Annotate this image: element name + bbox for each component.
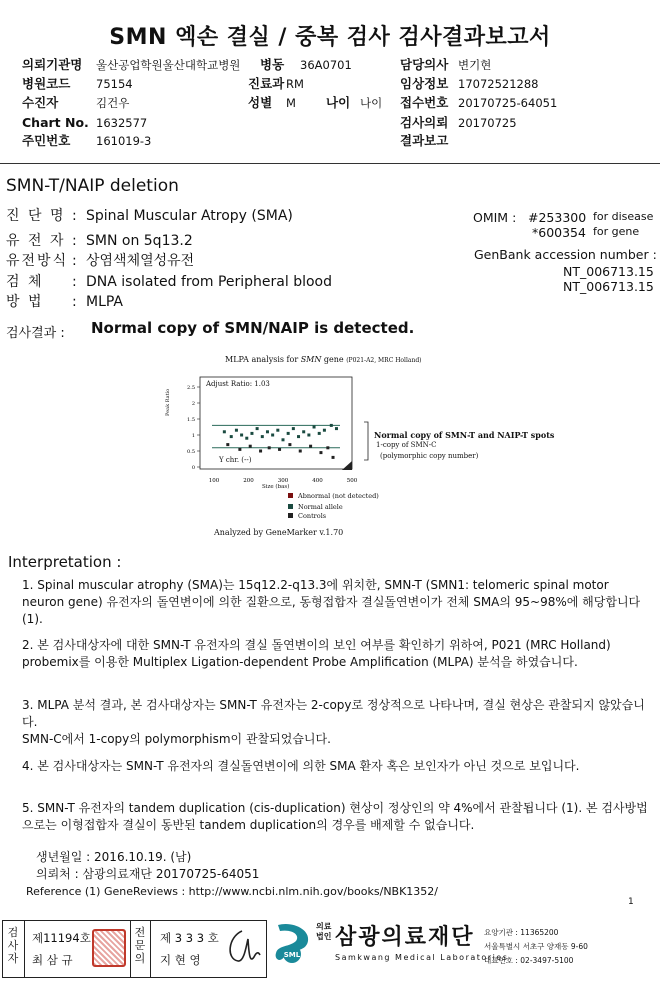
contact-address: 서울특별시 서초구 양재동 9-60 <box>484 942 588 951</box>
sml-badge-text: SML <box>283 951 301 959</box>
dept-label: 진료과 <box>248 76 285 91</box>
doctor-label: 담당의사 <box>400 57 449 72</box>
data-point <box>235 429 238 432</box>
signature-divider-3 <box>150 920 151 978</box>
data-point <box>288 443 291 446</box>
y-tick-label: 2 <box>191 401 195 407</box>
age-label: 나이 <box>326 95 351 110</box>
report-title: SMN 엑손 결실 / 중복 검사 검사결과보고서 <box>109 25 551 50</box>
interpretation-p2: 2. 본 검사대상자에 대한 SMN-T 유전자의 결실 돌연변이의 보인 여부를 확인하기 위하여, P021 (MRC Holland) probemix를 이용한 Multiplex Ligation-dependent Probe Amplification (MLPA) 분석을 하였습니다. <box>22 638 611 669</box>
corner-marker <box>342 461 352 470</box>
y-tick-label: 1 <box>191 433 195 439</box>
data-point <box>259 450 262 453</box>
interpretation-p3a: 3. MLPA 분석 결과, 본 검사대상자는 SMN-T 유전자는 2-copy로 정상적으로 나타나며, 결실 현상은 관찰되지 않았습니다. <box>22 698 645 729</box>
y-axis-title: Peak Ratio <box>165 388 171 416</box>
data-point <box>297 435 300 438</box>
data-point <box>330 424 333 427</box>
omim-disease-number: #253300 <box>528 210 587 225</box>
note-smn-c: 1-copy of SMN-C <box>376 441 437 449</box>
clinical-label: 임상정보 <box>400 76 449 91</box>
data-point <box>302 430 305 433</box>
legend-abnormal: Abnormal (not detected) <box>298 492 379 500</box>
legend-controls: Controls <box>298 512 327 520</box>
genbank-accession-2: NT_006713.15 <box>563 279 654 294</box>
data-point <box>256 427 259 430</box>
subject-label: 수진자 <box>22 95 59 110</box>
x-tick-label: 400 <box>312 478 323 484</box>
data-point <box>299 450 302 453</box>
sml-logo-icon <box>270 919 314 967</box>
institution-value: 울산공업학원울산대학교병원 <box>96 58 241 72</box>
x-tick-label: 500 <box>346 478 358 484</box>
requester: 의뢰처 : 삼광의료재단 20170725-64051 <box>36 867 260 881</box>
legend-normal: Normal allele <box>298 503 343 511</box>
data-point <box>278 448 281 451</box>
note-polymorphic: (polymorphic copy number) <box>380 452 479 460</box>
reference: Reference (1) GeneReviews : http://www.ncbi.nlm.nih.gov/books/NBK1352/ <box>26 885 439 898</box>
info-row-specimen: 검 체 : DNA isolated from Peripheral blood <box>6 274 333 290</box>
specialist-label: 전문의 <box>134 926 146 965</box>
x-tick-label: 100 <box>208 478 220 484</box>
legend-swatch-controls <box>288 513 293 518</box>
birth-date: 생년월일 : 2016.10.19. (남) <box>36 850 192 864</box>
note-normal-copy: Normal copy of SMN-T and NAIP-T spots <box>374 430 555 440</box>
interpretation-p1: 1. Spinal muscular atrophy (SMA)는 15q12.2-q13.3에 위치한, SMN-T (SMN1: telomeric spinal motor neuron gene) 유전자의 돌연변이에 의한 질환으로, 동형접합자 결실돌연변이가 전체 SMA의 95~98%에 해당합니다 (1). <box>22 578 641 626</box>
report-label: 결과보고 <box>400 133 449 148</box>
header-divider <box>0 163 660 164</box>
info-row-inheritance: 유전방식 : 상염색체열성유전 <box>6 253 195 269</box>
data-point <box>292 427 295 430</box>
chart-no-label: Chart No. <box>22 115 89 130</box>
omim-gene-text: for gene <box>593 225 640 238</box>
signature <box>220 925 264 973</box>
sex-value: M <box>286 96 296 110</box>
sex-label: 성별 <box>248 95 273 110</box>
data-point <box>230 435 233 438</box>
data-point <box>240 434 243 437</box>
specialist-name: 지 현 영 <box>160 953 201 967</box>
info-row-diagnosis: 진 단 명 : Spinal Muscular Atropy (SMA) <box>6 208 293 224</box>
figure-title: MLPA analysis for SMN gene (P021-A2, MRC Holland) <box>225 355 422 364</box>
data-point <box>238 448 241 451</box>
y-tick-label: 0.5 <box>187 449 195 455</box>
request-value: 20170725 <box>458 116 517 130</box>
info-row-method: 방 법 : MLPA <box>6 294 124 310</box>
specialist-license: 제 3 3 3 호 <box>160 931 219 945</box>
genbank-accession-1: NT_006713.15 <box>563 264 654 279</box>
data-point <box>249 445 252 448</box>
y-tick-label: 2.5 <box>187 385 195 391</box>
doctor-value: 변기현 <box>458 58 492 72</box>
data-point <box>261 435 264 438</box>
data-point <box>332 456 335 459</box>
logo-main: 삼광의료재단 <box>335 925 475 950</box>
omim-gene-number: *600354 <box>532 225 586 240</box>
info-row-gene: 유 전 자 : SMN on 5q13.2 <box>6 233 193 249</box>
data-point <box>282 438 285 441</box>
x-tick-label: 300 <box>277 478 289 484</box>
data-point <box>287 432 290 435</box>
interpretation-p3b: SMN-C에서 1-copy의 polymorphism이 관찰되었습니다. <box>22 732 331 746</box>
hospital-code-value: 75154 <box>96 77 133 91</box>
data-point <box>266 430 269 433</box>
signature-divider-1 <box>24 920 25 978</box>
clinical-value: 17072521288 <box>458 77 539 91</box>
y-tick-label: 1.5 <box>187 417 195 423</box>
data-point <box>250 432 253 435</box>
request-label: 검사의뢰 <box>400 115 449 130</box>
y-tick-label: 0 <box>191 465 195 471</box>
data-point <box>318 432 321 435</box>
hospital-code-label: 병원코드 <box>22 76 71 91</box>
data-point <box>307 434 310 437</box>
subject-value: 김건우 <box>96 96 130 110</box>
page-mark: 1 <box>628 897 634 907</box>
ward-label: 병동 <box>260 57 285 72</box>
annotation-bracket <box>364 422 368 460</box>
contact-phone: 대표번호 : 02-3497-5100 <box>484 956 574 965</box>
logo-corp: 의료법인 <box>316 922 332 941</box>
data-point <box>309 445 312 448</box>
examiner-name: 최 삼 규 <box>32 953 73 967</box>
interpretation-title: Interpretation : <box>8 553 122 571</box>
data-point <box>276 429 279 432</box>
data-point <box>271 434 274 437</box>
resident-value: 161019-3 <box>96 134 152 148</box>
x-axis-title: Size (bas) <box>262 484 290 490</box>
contact-code: 요양기관 : 11365200 <box>484 928 559 937</box>
data-point <box>335 427 338 430</box>
data-point <box>313 426 316 429</box>
data-point <box>326 446 329 449</box>
data-point <box>226 443 229 446</box>
institution-label: 의뢰기관명 <box>22 57 83 72</box>
data-point <box>245 437 248 440</box>
examiner-license: 제11194호 <box>32 931 91 945</box>
data-point <box>319 451 322 454</box>
ychr-label: Y chr. (--) <box>219 456 252 464</box>
ward-value: 36A0701 <box>300 58 352 72</box>
result-value: Normal copy of SMN/NAIP is detected. <box>91 319 415 337</box>
interpretation-p5: 5. SMN-T 유전자의 tandem duplication (cis-duplication) 현상이 정상인의 약 4%에서 관찰됩니다 (1). 본 검사방법으로는 이형접합자 결실이 동반된 tandem duplication의 경우를 배제할 수 없습니다. <box>22 801 648 832</box>
resident-label: 주민번호 <box>22 133 71 148</box>
legend-swatch-abnormal <box>288 493 293 498</box>
data-point <box>268 446 271 449</box>
age-value: 나이 <box>360 96 383 110</box>
data-point <box>223 430 226 433</box>
data-point <box>323 429 326 432</box>
logo-sub: Samkwang Medical Laboratories <box>335 953 509 962</box>
examiner-label: 검사자 <box>7 926 19 965</box>
legend-swatch-normal <box>288 504 293 509</box>
adjust-ratio: Adjust Ratio: 1.03 <box>206 380 270 388</box>
x-tick-label: 200 <box>243 478 254 484</box>
analyzed-by: Analyzed by GeneMarker v.1.70 <box>214 528 344 537</box>
chart-no-value: 1632577 <box>96 116 148 130</box>
omim-disease-text: for disease <box>593 210 654 223</box>
seal-stamp <box>92 929 126 967</box>
signature-divider-2 <box>130 920 131 978</box>
result-label: 검사결과 : <box>6 326 65 341</box>
receipt-value: 20170725-64051 <box>458 96 558 110</box>
dept-value: RM <box>286 77 304 91</box>
section-title: SMN-T/NAIP deletion <box>6 176 179 196</box>
omim-label: OMIM : <box>473 210 517 225</box>
genbank-label: GenBank accession number : <box>474 247 657 262</box>
interpretation-p4: 4. 본 검사대상자는 SMN-T 유전자의 결실돌연변이에 의한 SMA 환자 혹은 보인자가 아닌 것으로 보입니다. <box>22 759 580 773</box>
receipt-label: 접수번호 <box>400 95 449 110</box>
